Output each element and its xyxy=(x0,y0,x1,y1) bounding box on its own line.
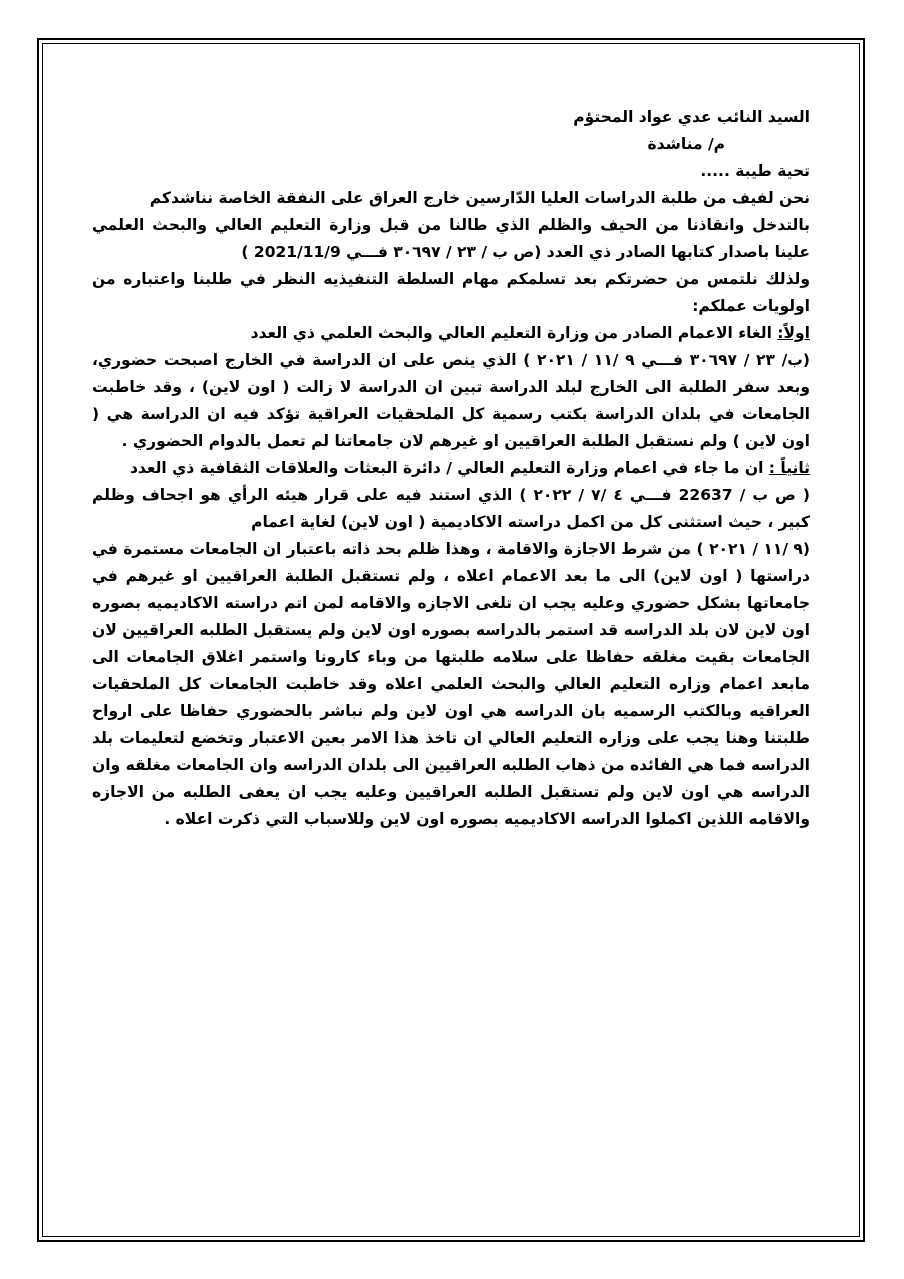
second-point-paragraph: ( ص ب / 22637 فـــي ٤ /٧ / ٢٠٢٢ ) الذي استند فيه على قرار هيئه الرأي هو اجحاف وظلم كبير ، حيث استثنى كل من اكمل دراسته الاكاديمية ( اون لاين) لغاية اعمام xyxy=(92,486,810,531)
second-point-heading xyxy=(92,455,810,482)
first-point-paragraph: (ب/ ٢٣ / ٣٠٦٩٧ فـــي ٩ /١١ / ٢٠٢١ ) الذي ينص على ان الدراسة في الخارج اصبحت حضوري، وبعد سفر الطلبة الى الخارج لبلد الدراسة تبين ان الدراسة لا زالت ( اون لاين) ، وقد خاطبت الجامعات في بلدان الدراسة بكتب رسمية كل الملحقيات العراقية تؤكد فيه ان الدراسة هي ( اون لاين ) ولم نستقبل الطلبة العراقيين او غيرهم لان جامعاتنا لم تعمل بالدوام الحضوري . xyxy=(92,351,810,450)
subject-line: م/ مناشدة xyxy=(647,135,725,153)
second-point-label: ثانياً : xyxy=(768,459,810,477)
request-paragraph: بالتدخل وانقاذنا من الحيف والظلم الذي طالنا من قبل وزارة التعليم العالي والبحث العلمي علينا باصدار كتابها الصادر ذي العدد (ص ب / ٢٣ / ٣٠٦٩٧ فـــي 2021/11/9 ) xyxy=(92,216,810,261)
details-paragraph: (٩ /١١ / ٢٠٢١ ) من شرط الاجازة والاقامة ، وهذا ظلم بحد ذاته باعتبار ان الجامعات مستمرة في دراستها ( اون لاين) الى ما بعد الاعمام اعلاه ، ولم تستقبل الطلبة العراقيين او غيرهم في جامعاتها بشكل حضوري وعليه يجب ان تلغى الاجازه والاقامه لمن اتم دراسته الاكاديميه بصوره اون لاين لان بلد الدراسه قد استمر بالدراسه بصوره اون لاين ولم يستقبل الطلبه العراقيين لان الجامعات بقيت مغلقه حفاظا على سلامه طلبتها من وباء كارونا واستمر اغلاق الجامعات الى مابعد اعمام وزاره التعليم العالي والبحث العلمي اعلاه وقد خاطبت الجامعات كل الملحقيات العراقيه وبالكتب الرسميه بان الدراسه هي اون لاين ولم نباشر بالحضوري حفاظا على ارواح طلبتنا وهنا يجب على وزاره التعليم العالي ان تاخذ هذا الامر بعين الاعتبار وتخضع لتعليمات بلد الدراسه فما هي الفائده من ذهاب الطلبه العراقيين الى بلدان الدراسه وان الجامعات مغلقه وان الدراسه هي اون لاين ولم تستقبل الطلبه العراقيين وعليه يجب ان يعفى الطلبه من الاجازه والاقامه اللذين اكملوا الدراسه الاكاديميه بصوره اون لاين وللاسباب التي ذكرت اعلاه . xyxy=(92,540,810,828)
first-point-label: اولاً: xyxy=(777,324,810,342)
first-point-title: الغاء الاعمام الصادر من وزارة التعليم العالي والبحث العلمي ذي العدد xyxy=(250,324,778,342)
plea-paragraph: ولذلك نلتمس من حضرتكم بعد تسلمكم مهام السلطة التنفيذيه النظر في طلبنا واعتباره من اولويات عملكم: xyxy=(92,270,810,315)
letter-body xyxy=(92,104,810,833)
intro-paragraph: نحن لفيف من طلبة الدراسات العليا الدّارسين خارج العراق على النفقة الخاصة نناشدكم xyxy=(149,189,810,207)
first-point-heading xyxy=(92,320,810,347)
addressee-line: السيد النائب عدي عواد المحتؤم xyxy=(573,108,810,126)
second-point-title: ان ما جاء في اعمام وزارة التعليم العالي / دائرة البعثات والعلاقات الثقافية ذي العدد xyxy=(129,459,769,477)
greeting-line: تحية طيبة ..... xyxy=(700,162,810,180)
